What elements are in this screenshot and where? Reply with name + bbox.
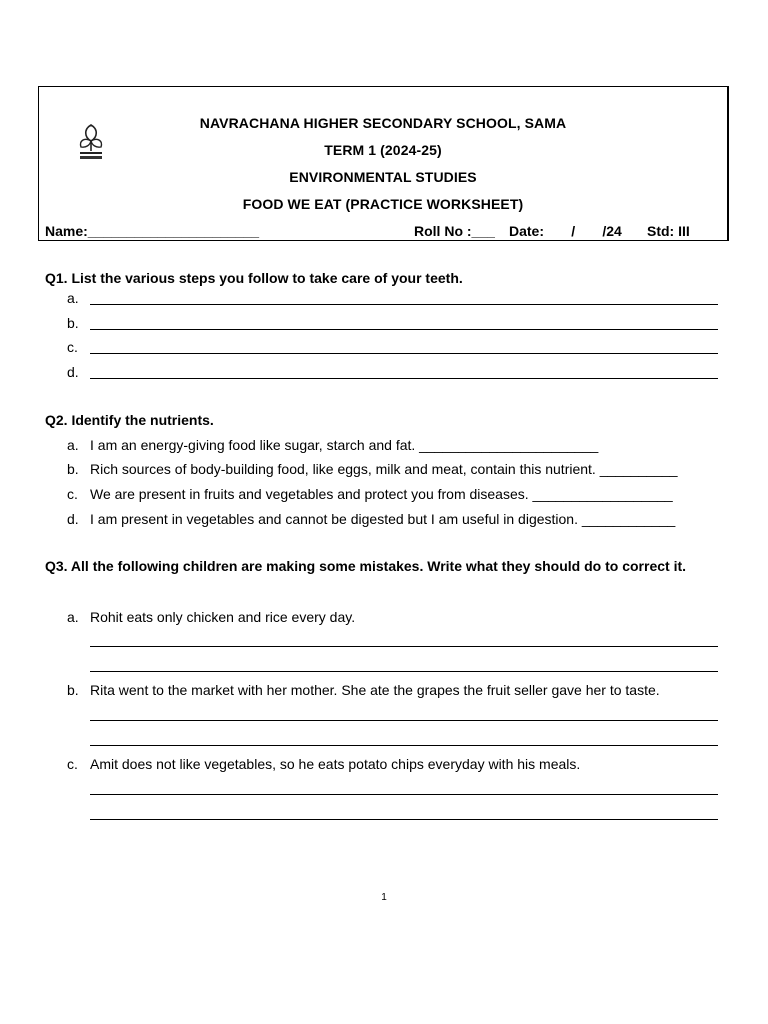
q2-item-c: We are present in fruits and vegetables and protect you from diseases. __________________ <box>90 486 673 502</box>
q3-marker-c: c. <box>67 756 78 772</box>
std-field: Std: III <box>647 223 690 239</box>
q2-marker-c: c. <box>67 486 78 502</box>
q3-marker-a: a. <box>67 609 79 625</box>
q3-item-a: Rohit eats only chicken and rice every day. <box>90 609 356 625</box>
q1-answer-line-d[interactable] <box>90 378 718 379</box>
q3-marker-b: b. <box>67 682 79 698</box>
q1-marker-c: c. <box>67 339 78 355</box>
subject-label: ENVIRONMENTAL STUDIES <box>289 169 477 185</box>
q3a-answer-line-2[interactable] <box>90 671 718 672</box>
q1-answer-line-c[interactable] <box>90 353 718 354</box>
q3c-answer-line-2[interactable] <box>90 819 718 820</box>
q2-marker-b: b. <box>67 461 79 477</box>
q3-item-b: Rita went to the market with her mother. She ate the grapes the fruit seller gave her to taste. <box>90 682 660 698</box>
worksheet-header <box>38 86 729 241</box>
q1-answer-line-b[interactable] <box>90 329 718 330</box>
q1-marker-d: d. <box>67 364 79 380</box>
q2-item-b: Rich sources of body-building food, like eggs, milk and meat, contain this nutrient. __________ <box>90 461 678 477</box>
question-2: Q2. Identify the nutrients. <box>45 412 214 428</box>
question-1: Q1. List the various steps you follow to take care of your teeth. <box>45 270 463 286</box>
term-label: TERM 1 (2024-25) <box>324 142 442 158</box>
q2-marker-d: d. <box>67 511 79 527</box>
q2-item-d: I am present in vegetables and cannot be digested but I am useful in digestion. ____________ <box>90 511 676 527</box>
q1-marker-a: a. <box>67 290 79 306</box>
q2-marker-a: a. <box>67 437 79 453</box>
q1-marker-b: b. <box>67 315 79 331</box>
school-name: NAVRACHANA HIGHER SECONDARY SCHOOL, SAMA <box>199 115 567 131</box>
q2-item-a: I am an energy-giving food like sugar, starch and fat. _______________________ <box>90 437 599 453</box>
q3-item-c: Amit does not like vegetables, so he eats potato chips everyday with his meals. <box>90 756 581 772</box>
date-field: Date: / /24 <box>509 223 622 239</box>
q3a-answer-line-1[interactable] <box>90 646 718 647</box>
q3c-answer-line-1[interactable] <box>90 794 718 795</box>
question-3: Q3. All the following children are making some mistakes. Write what they should do to correct it. <box>45 558 687 574</box>
roll-no-field: Roll No :___ <box>414 223 495 239</box>
name-field: Name:______________________ <box>45 223 260 239</box>
q1-answer-line-a[interactable] <box>90 304 718 305</box>
q3b-answer-line-2[interactable] <box>90 745 718 746</box>
page-number: 1 <box>381 892 387 903</box>
q3b-answer-line-1[interactable] <box>90 720 718 721</box>
worksheet-title: FOOD WE EAT (PRACTICE WORKSHEET) <box>242 196 524 212</box>
